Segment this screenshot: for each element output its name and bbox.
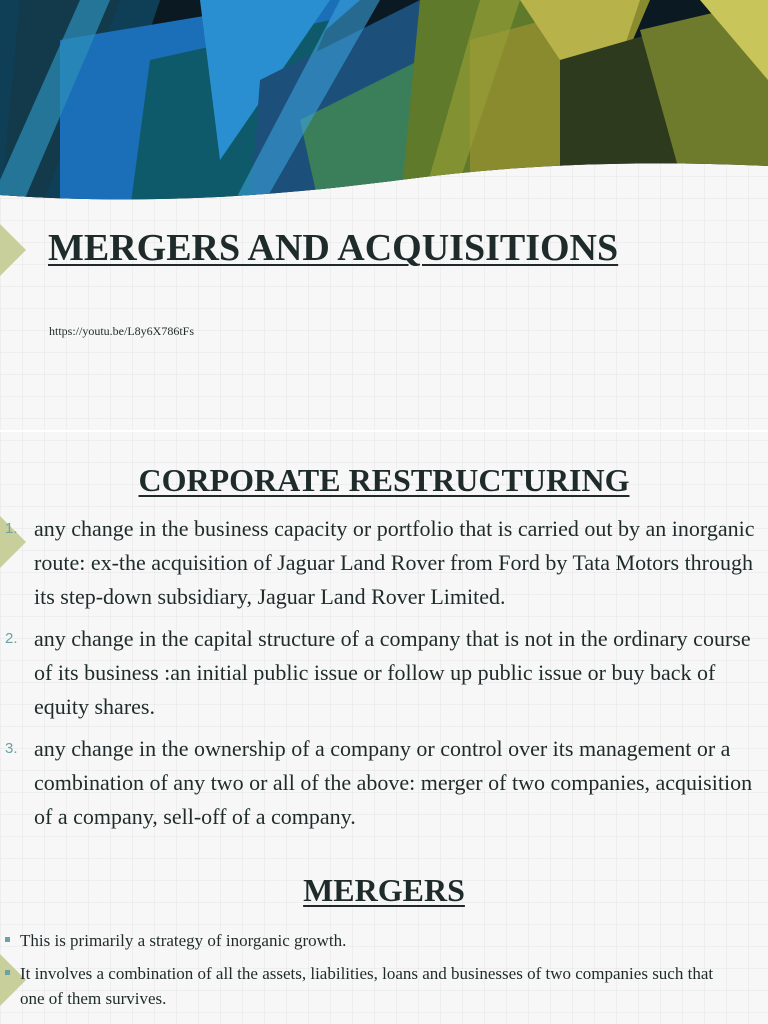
list-item [0, 512, 768, 614]
list-item [0, 732, 768, 834]
bullet-icon [5, 937, 10, 942]
chevron-decoration-icon [0, 224, 26, 276]
content-slide [0, 432, 768, 1024]
list-item-text: any change in the capital structure of a company that is not in the ordinary course of its business :an initial public issue or follow up public issue or buy back of equity shares. [34, 626, 751, 719]
list-item-text: This is primarily a strategy of inorganic growth. [20, 931, 347, 950]
section-heading-mergers: MERGERS [303, 872, 465, 908]
section-heading-corporate-restructuring: CORPORATE RESTRUCTURING [138, 462, 630, 498]
bullet-icon [5, 970, 10, 975]
numbered-list [0, 512, 768, 842]
slide-title: MERGERS AND ACQUISITIONS [48, 227, 619, 269]
list-number: 3. [5, 740, 18, 757]
list-number: 2. [5, 630, 18, 647]
list-item [0, 928, 768, 953]
video-link[interactable]: https://youtu.be/L8y6X786tFs [49, 324, 195, 338]
list-number: 1. [5, 520, 18, 537]
list-item-text: any change in the ownership of a company or control over its management or a combination of any two or all of the above: merger of two companies, acquisition of a company, sell-off of a company. [34, 736, 753, 829]
bullet-list [0, 928, 768, 1019]
title-slide [0, 0, 768, 430]
list-item-text: any change in the business capacity or portfolio that is carried out by an inorganic route: ex-the acquisition of Jaguar Land Rover from Ford by Tata Motors through its step-down subsidiary, Jaguar Land Rover Limited. [34, 516, 755, 609]
list-item [0, 961, 768, 1011]
list-item-text: It involves a combination of all the assets, liabilities, loans and businesses of two companies such that one of them survives. [20, 964, 714, 1008]
geometric-banner-image [0, 0, 768, 210]
list-item [0, 622, 768, 724]
